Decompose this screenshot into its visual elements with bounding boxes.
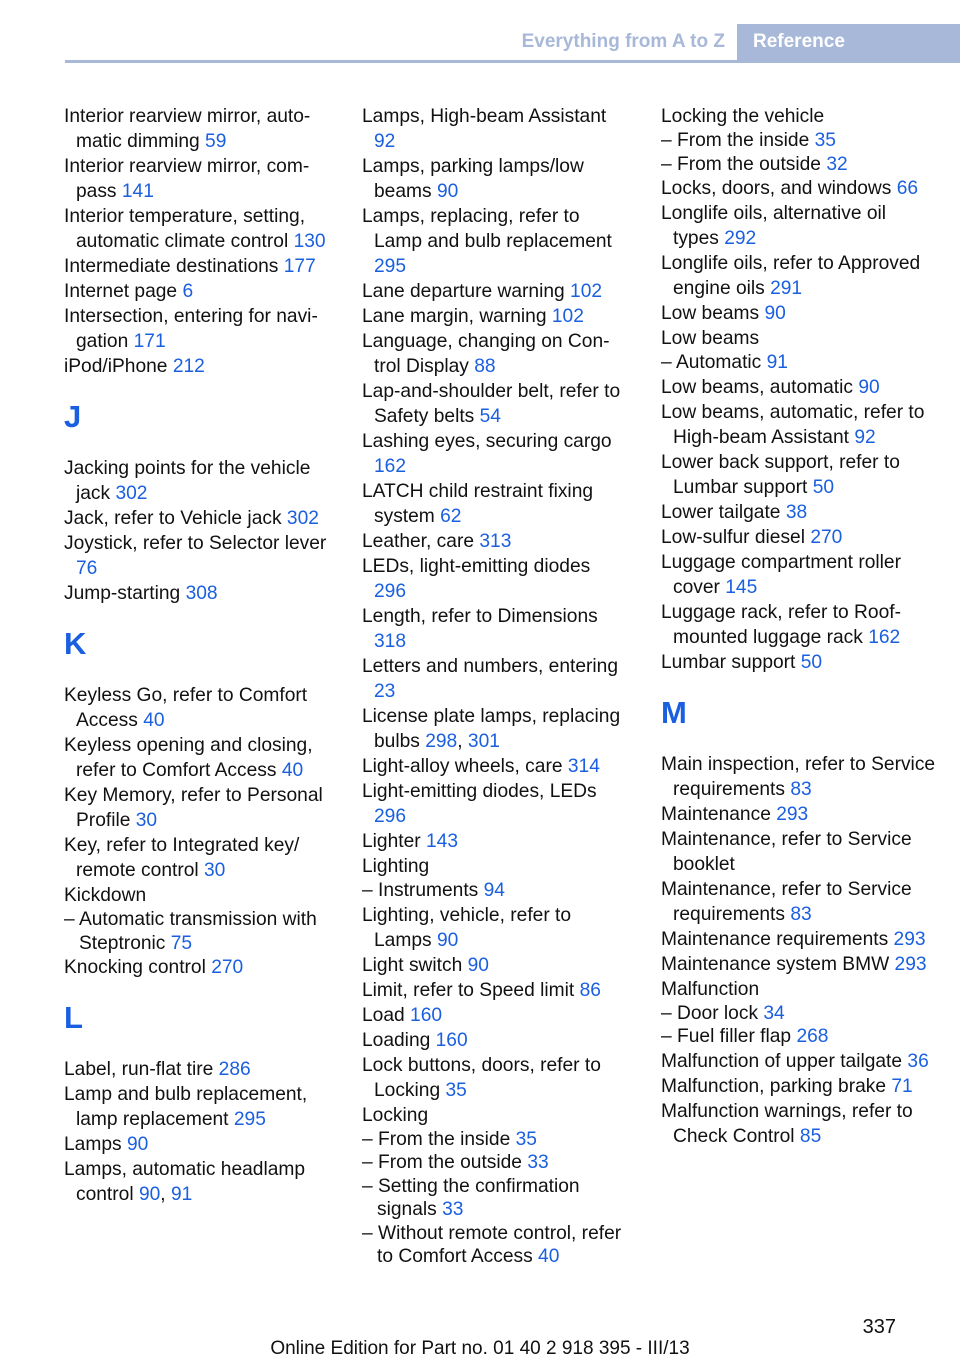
index-entry bbox=[362, 329, 622, 379]
index-term: Low beams, automatic bbox=[661, 376, 853, 398]
index-entry bbox=[661, 877, 936, 927]
header-rule bbox=[65, 60, 960, 63]
index-term: Intermediate destinations bbox=[64, 256, 279, 277]
page-link[interactable]: 313 bbox=[479, 531, 512, 552]
page-link[interactable]: 35 bbox=[515, 1128, 537, 1150]
index-term: Load bbox=[362, 1004, 405, 1026]
page-link[interactable]: 50 bbox=[800, 651, 823, 673]
page-link[interactable]: 293 bbox=[776, 803, 809, 825]
reference-tab[interactable]: Reference bbox=[737, 24, 960, 60]
section-title: Everything from A to Z bbox=[521, 31, 725, 52]
index-term: Maintenance bbox=[661, 803, 771, 825]
index-term: Intersection, entering for navigation bbox=[64, 306, 318, 352]
index-entry bbox=[362, 554, 622, 604]
footer-edition: Online Edition for Part no. 01 40 2 918 395 - III/13 bbox=[270, 1338, 690, 1359]
index-term: Loading bbox=[362, 1029, 431, 1051]
index-term: LATCH child restraint fixing system bbox=[362, 481, 594, 527]
page-link[interactable]: 318 bbox=[374, 631, 407, 652]
page-link[interactable]: 90 bbox=[858, 376, 880, 398]
index-term: Length, refer to Dimensions bbox=[362, 606, 598, 627]
index-subentry bbox=[362, 1175, 622, 1222]
index-entry bbox=[64, 1057, 336, 1082]
page-link[interactable]: 40 bbox=[143, 710, 165, 731]
index-entry: License plate lamps, replacing bulbs 298, 301 bbox=[362, 706, 621, 752]
index-entry bbox=[362, 978, 622, 1003]
index-term: Malfunction bbox=[661, 978, 760, 1000]
index-entry bbox=[362, 379, 622, 429]
page-link[interactable]: 296 bbox=[374, 581, 407, 602]
page-link[interactable]: 83 bbox=[790, 778, 812, 800]
index-term: Lamp and bulb replacement, lamp replacement bbox=[64, 1084, 308, 1130]
index-term: Lamps bbox=[64, 1134, 122, 1155]
index-entry bbox=[362, 1003, 622, 1028]
index-entry bbox=[362, 154, 622, 204]
index-term: Keyless Go, refer to Comfort Access bbox=[64, 685, 308, 731]
index-term: Lighting bbox=[362, 856, 430, 877]
index-entry bbox=[362, 1028, 622, 1053]
page-link[interactable]: 30 bbox=[135, 810, 158, 831]
index-term: Key Memory, refer to Personal Profile bbox=[64, 785, 323, 831]
index-entry bbox=[661, 927, 936, 952]
index-term: – Instruments bbox=[362, 880, 479, 901]
index-letter-heading: M bbox=[661, 694, 687, 730]
index-entry bbox=[661, 1049, 936, 1074]
page-link[interactable]: 295 bbox=[233, 1109, 266, 1130]
index-term: Malfunction of upper tailgate bbox=[661, 1050, 903, 1072]
index-term: Light switch bbox=[362, 954, 463, 976]
page-link[interactable]: 145 bbox=[725, 576, 758, 598]
index-entry bbox=[661, 400, 936, 450]
index-term: – From the outside bbox=[362, 1152, 522, 1173]
index-term: Lighter bbox=[362, 831, 421, 852]
index-entry bbox=[362, 104, 622, 154]
page-link[interactable]: 160 bbox=[435, 1029, 468, 1051]
page-link[interactable]: 160 bbox=[410, 1004, 443, 1026]
index-entry bbox=[362, 1053, 622, 1103]
index-entry bbox=[64, 1082, 336, 1132]
index-term: Lumbar support bbox=[661, 651, 796, 673]
index-term: Low beams bbox=[661, 328, 760, 349]
index-term: Low beams, automatic, refer to High-beam Assistant bbox=[661, 401, 925, 448]
page-link[interactable]: 76 bbox=[76, 558, 98, 579]
index-term: Label, run-flat tire bbox=[64, 1059, 214, 1080]
page-link[interactable]: 212 bbox=[172, 356, 205, 377]
page-link[interactable]: 33 bbox=[527, 1152, 549, 1173]
page-link[interactable]: 36 bbox=[907, 1050, 929, 1072]
page-link[interactable]: 270 bbox=[810, 526, 843, 548]
index-term: Lane margin, warning bbox=[362, 306, 547, 327]
index-term: Jump-starting bbox=[64, 583, 181, 604]
index-entry bbox=[64, 204, 336, 254]
page-link[interactable]: 162 bbox=[868, 626, 901, 648]
index-entry bbox=[362, 204, 622, 279]
index-entry bbox=[661, 104, 936, 129]
index-entry bbox=[661, 251, 936, 301]
page-link[interactable]: 54 bbox=[479, 406, 501, 427]
index-column-3 bbox=[661, 104, 936, 1149]
index-term: Lower back support, refer to Lumbar support bbox=[661, 451, 900, 498]
index-term: Internet page bbox=[64, 281, 178, 302]
page-link[interactable]: 91 bbox=[170, 1184, 193, 1205]
index-term: – From the inside bbox=[362, 1128, 511, 1150]
page-link[interactable]: 268 bbox=[796, 1026, 829, 1047]
index-entry bbox=[362, 279, 622, 304]
index-subentry bbox=[661, 153, 936, 177]
index-term: Lighting, vehicle, refer to Lamps bbox=[362, 904, 572, 951]
index-entry bbox=[64, 833, 336, 883]
index-term: Jacking points for the vehicle jack bbox=[64, 458, 311, 504]
index-term: Locking the vehicle bbox=[661, 106, 825, 127]
index-term: – From the inside bbox=[661, 130, 810, 151]
page-link[interactable]: 83 bbox=[790, 903, 812, 925]
index-entry bbox=[64, 506, 336, 531]
index-term: Longlife oils, refer to Approved engine oils bbox=[661, 253, 921, 299]
index-term: – Automatic transmission with Steptronic bbox=[64, 909, 317, 954]
index-entry bbox=[661, 450, 936, 500]
page-link[interactable]: 301 bbox=[467, 731, 500, 752]
page-link[interactable]: 130 bbox=[293, 231, 326, 252]
index-term: Lamps, High-beam Assistant bbox=[362, 106, 607, 127]
index-entry bbox=[362, 479, 622, 529]
page-link[interactable]: 90 bbox=[138, 1184, 161, 1205]
index-term: Maintenance system BMW bbox=[661, 953, 890, 975]
page-link[interactable]: 293 bbox=[893, 928, 926, 950]
index-subentry bbox=[661, 1002, 936, 1026]
index-term: Locks, doors, and windows bbox=[661, 178, 892, 199]
page-link[interactable]: 102 bbox=[551, 306, 584, 327]
page-link[interactable]: 32 bbox=[826, 153, 848, 175]
index-entry bbox=[661, 301, 936, 326]
index-entry bbox=[64, 1132, 336, 1157]
index-term: Key, refer to Integrated key/ remote control bbox=[64, 835, 300, 881]
page-link[interactable]: 143 bbox=[426, 831, 459, 852]
page-link[interactable]: 30 bbox=[203, 860, 226, 881]
index-column-1 bbox=[64, 104, 336, 1207]
page-link[interactable]: 292 bbox=[724, 228, 757, 249]
index-entry bbox=[64, 733, 336, 783]
index-term: Knocking control bbox=[64, 957, 206, 978]
index-entry bbox=[362, 854, 622, 879]
page-link[interactable]: 35 bbox=[445, 1079, 467, 1101]
index-entry bbox=[661, 600, 936, 650]
index-term: Lower tailgate bbox=[661, 501, 781, 523]
page-link[interactable]: 86 bbox=[579, 979, 601, 1001]
page-link[interactable]: 59 bbox=[205, 131, 227, 152]
index-entry bbox=[661, 201, 936, 251]
index-term: iPod/iPhone bbox=[64, 356, 168, 377]
index-term: Interior rearview mirror, automatic dimming bbox=[64, 106, 311, 152]
page-link[interactable]: 298 bbox=[425, 731, 458, 752]
index-subentry bbox=[661, 1025, 936, 1049]
index-entry bbox=[64, 883, 336, 908]
index-subentry bbox=[362, 1222, 622, 1269]
index-letter-heading: L bbox=[64, 1000, 83, 1035]
index-subentry bbox=[362, 1128, 622, 1152]
index-term: Main inspection, refer to Service requirements bbox=[661, 753, 936, 800]
index-entry bbox=[362, 779, 622, 829]
page-link[interactable]: 91 bbox=[766, 352, 788, 373]
index-subentry bbox=[661, 351, 936, 375]
index-term: Maintenance, refer to Service requirements bbox=[661, 878, 912, 925]
index-term: Low-sulfur diesel bbox=[661, 526, 805, 548]
page-link[interactable]: 302 bbox=[286, 508, 319, 529]
page-link[interactable]: 162 bbox=[374, 456, 407, 477]
page-link[interactable]: 296 bbox=[374, 806, 407, 827]
page-link[interactable]: 90 bbox=[436, 929, 459, 951]
index-term: – Setting the confirmation signals bbox=[362, 1175, 580, 1220]
index-entry bbox=[362, 903, 622, 953]
index-subentry bbox=[362, 1151, 622, 1175]
index-letter-heading: K bbox=[64, 626, 87, 661]
page-link[interactable]: 33 bbox=[442, 1199, 464, 1220]
index-term: Lamps, automatic headlamp control bbox=[64, 1159, 306, 1205]
index-entry bbox=[64, 955, 336, 980]
page-link[interactable]: 295 bbox=[374, 256, 407, 277]
index-term: – Without remote control, refer to Comfort Access bbox=[362, 1222, 622, 1267]
index-term: Letters and numbers, entering bbox=[362, 656, 618, 677]
index-letter-heading: J bbox=[64, 399, 82, 434]
index-term: Light-alloy wheels, care bbox=[362, 756, 563, 777]
index-term: Lamps, parking lamps/low beams bbox=[362, 156, 584, 202]
index-term: Lane departure warning bbox=[362, 281, 565, 302]
index-term: Maintenance requirements bbox=[661, 928, 889, 950]
page-link[interactable]: 23 bbox=[374, 681, 396, 702]
index-term: Luggage compartment roller cover bbox=[661, 551, 901, 598]
index-subentry bbox=[64, 908, 336, 955]
index-entry bbox=[362, 654, 622, 704]
index-entry bbox=[362, 429, 622, 479]
page-link[interactable]: 90 bbox=[764, 303, 786, 324]
index-entry bbox=[661, 650, 936, 675]
index-term: – From the outside bbox=[661, 153, 821, 175]
index-entry bbox=[661, 550, 936, 600]
page-link[interactable]: 40 bbox=[281, 760, 304, 781]
page-link[interactable]: 270 bbox=[211, 957, 244, 978]
index-term: Light-emitting diodes, LEDs bbox=[362, 781, 597, 802]
index-term: Malfunction, parking brake bbox=[661, 1075, 887, 1097]
index-term: Keyless opening and closing, refer to Comfort Access bbox=[64, 735, 313, 781]
page-link[interactable]: 94 bbox=[483, 880, 505, 901]
page-link[interactable]: 141 bbox=[121, 181, 154, 202]
page-link[interactable]: 92 bbox=[854, 426, 876, 448]
page-link[interactable]: 286 bbox=[218, 1059, 251, 1080]
index-entry: Lamps, automatic headlamp control 90, 91 bbox=[64, 1159, 306, 1205]
index-subentry bbox=[661, 129, 936, 153]
index-column-2 bbox=[362, 104, 622, 1269]
index-term: License plate lamps, replacing bulbs bbox=[362, 706, 621, 752]
page-link[interactable]: 66 bbox=[896, 178, 919, 199]
page-link[interactable]: 6 bbox=[182, 281, 194, 302]
index-term: – Fuel filler flap bbox=[661, 1026, 792, 1047]
page-link[interactable]: 293 bbox=[894, 953, 927, 975]
index-entry bbox=[64, 254, 336, 279]
index-entry bbox=[64, 683, 336, 733]
index-term: Limit, refer to Speed limit bbox=[362, 979, 575, 1001]
page-link[interactable]: 171 bbox=[133, 331, 166, 352]
index-term: – Door lock bbox=[661, 1002, 759, 1024]
index-entry bbox=[661, 375, 936, 400]
page-link[interactable]: 90 bbox=[126, 1134, 149, 1155]
index-entry bbox=[64, 783, 336, 833]
index-term: LEDs, light-emitting diodes bbox=[362, 556, 591, 577]
index-term: – Automatic bbox=[661, 352, 762, 373]
page-link[interactable]: 38 bbox=[785, 501, 808, 523]
index-entry bbox=[64, 456, 336, 506]
index-term: Low beams bbox=[661, 303, 760, 324]
index-term: Kickdown bbox=[64, 885, 147, 906]
index-subentry bbox=[362, 879, 622, 903]
index-entry bbox=[64, 304, 336, 354]
index-entry bbox=[661, 326, 936, 351]
page-number: 337 bbox=[862, 1316, 896, 1338]
index-entry bbox=[64, 279, 336, 304]
page-link[interactable]: 34 bbox=[763, 1002, 785, 1024]
index-entry bbox=[661, 827, 936, 877]
page-link[interactable]: 62 bbox=[440, 506, 462, 527]
index-term: Language, changing on Control Display bbox=[362, 331, 610, 377]
index-term: Jack, refer to Vehicle jack bbox=[64, 508, 282, 529]
page-link[interactable]: 50 bbox=[812, 476, 835, 498]
index-term: Lashing eyes, securing cargo bbox=[362, 431, 612, 452]
page-link[interactable]: 102 bbox=[570, 281, 603, 302]
index-entry bbox=[362, 829, 622, 854]
index-entry bbox=[362, 1103, 622, 1128]
index-term: Lock buttons, doors, refer to Locking bbox=[362, 1054, 601, 1101]
page-link[interactable]: 314 bbox=[567, 756, 600, 777]
index-entry bbox=[362, 754, 622, 779]
page-link[interactable]: 302 bbox=[115, 483, 148, 504]
index-term: Lamps, replacing, refer to Lamp and bulb replacement bbox=[362, 206, 612, 252]
page-link[interactable]: 71 bbox=[891, 1075, 913, 1097]
page-link[interactable]: 291 bbox=[770, 278, 803, 299]
page-link[interactable]: 90 bbox=[436, 181, 459, 202]
page-link[interactable]: 92 bbox=[374, 131, 396, 152]
index-entry bbox=[661, 176, 936, 201]
index-entry bbox=[362, 304, 622, 329]
index-term: Joystick, refer to Selector lever bbox=[64, 533, 327, 554]
index-entry bbox=[661, 525, 936, 550]
index-term: Interior rearview mirror, compass bbox=[64, 156, 310, 202]
index-entry bbox=[64, 354, 336, 379]
index-term: Malfunction warnings, refer to Check Control bbox=[661, 1100, 913, 1147]
index-entry bbox=[64, 531, 336, 581]
index-entry bbox=[661, 977, 936, 1002]
index-entry bbox=[661, 500, 936, 525]
index-entry bbox=[661, 1074, 936, 1099]
index-entry bbox=[362, 953, 622, 978]
page-link[interactable]: 75 bbox=[170, 932, 193, 954]
index-entry bbox=[661, 1099, 936, 1149]
index-term: Leather, care bbox=[362, 531, 475, 552]
index-entry bbox=[661, 802, 936, 827]
index-term: Longlife oils, alternative oil types bbox=[661, 203, 887, 249]
index-term: Lap-and-shoulder belt, refer to Safety belts bbox=[362, 381, 621, 427]
index-term: Locking bbox=[362, 1104, 429, 1126]
page-header bbox=[0, 0, 960, 62]
index-entry bbox=[362, 529, 622, 554]
index-entry bbox=[661, 952, 936, 977]
index-term: Interior temperature, setting, automatic climate control bbox=[64, 206, 306, 252]
page-link[interactable]: 35 bbox=[814, 130, 836, 151]
index-term: Maintenance, refer to Service booklet bbox=[661, 828, 912, 875]
page-link[interactable]: 88 bbox=[474, 356, 496, 377]
index-entry bbox=[64, 104, 336, 154]
page-link[interactable]: 85 bbox=[799, 1125, 822, 1147]
index-entry bbox=[661, 752, 936, 802]
index-term: Luggage rack, refer to Roof-mounted luggage rack bbox=[661, 601, 901, 648]
page-link[interactable]: 308 bbox=[185, 583, 218, 604]
index-entry bbox=[64, 581, 336, 606]
index-entry bbox=[64, 154, 336, 204]
page-link[interactable]: 177 bbox=[283, 256, 316, 277]
page-link[interactable]: 90 bbox=[467, 954, 489, 976]
page-link[interactable]: 40 bbox=[538, 1246, 560, 1267]
index-entry bbox=[362, 604, 622, 654]
